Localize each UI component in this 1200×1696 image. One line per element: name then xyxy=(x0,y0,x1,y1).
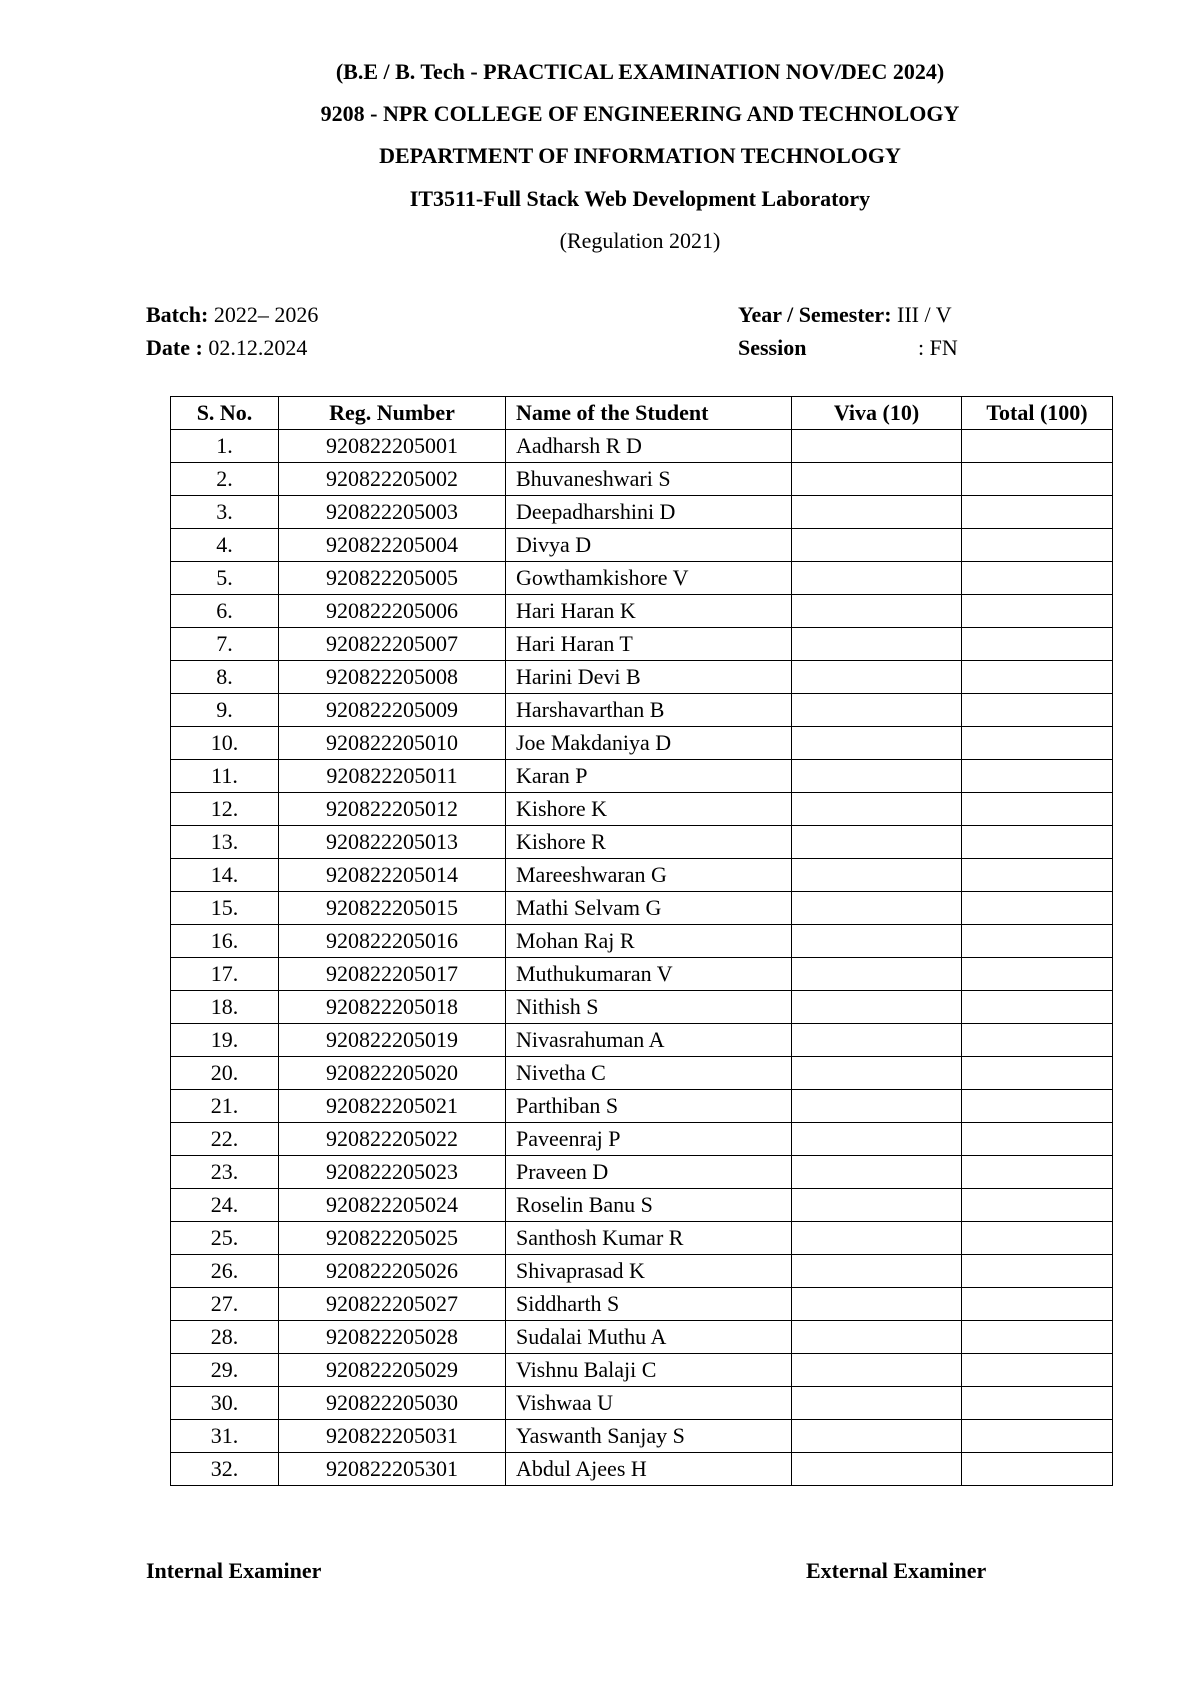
cell-reg-number: 920822205019 xyxy=(279,1024,506,1057)
regulation: (Regulation 2021) xyxy=(559,228,721,253)
cell-sno: 9. xyxy=(171,694,279,727)
cell-reg-number: 920822205003 xyxy=(279,496,506,529)
cell-viva-marks xyxy=(792,628,962,661)
cell-student-name: Siddharth S xyxy=(506,1288,792,1321)
cell-sno: 28. xyxy=(171,1321,279,1354)
table-row xyxy=(171,892,1113,925)
cell-reg-number: 920822205012 xyxy=(279,793,506,826)
cell-viva-marks xyxy=(792,1387,962,1420)
cell-viva-marks xyxy=(792,1189,962,1222)
cell-total-marks xyxy=(962,958,1113,991)
cell-viva-marks xyxy=(792,1024,962,1057)
cell-reg-number: 920822205011 xyxy=(279,760,506,793)
table-row xyxy=(171,529,1113,562)
cell-reg-number: 920822205301 xyxy=(279,1453,506,1486)
table-body xyxy=(171,430,1113,1486)
cell-sno: 22. xyxy=(171,1123,279,1156)
cell-viva-marks xyxy=(792,1090,962,1123)
cell-student-name: Joe Makdaniya D xyxy=(506,727,792,760)
cell-total-marks xyxy=(962,760,1113,793)
batch-info xyxy=(146,302,318,328)
year-semester-label: Year / Semester: xyxy=(738,302,892,327)
table-row xyxy=(171,1453,1113,1486)
column-header-reg-number: Reg. Number xyxy=(279,397,506,430)
session-info xyxy=(738,335,958,361)
date-info xyxy=(146,335,307,361)
cell-total-marks xyxy=(962,793,1113,826)
cell-total-marks xyxy=(962,628,1113,661)
cell-sno: 1. xyxy=(171,430,279,463)
cell-total-marks xyxy=(962,991,1113,1024)
table-row xyxy=(171,1387,1113,1420)
year-semester-info xyxy=(738,302,952,328)
cell-total-marks xyxy=(962,1321,1113,1354)
cell-reg-number: 920822205010 xyxy=(279,727,506,760)
session-label: Session xyxy=(738,335,807,360)
cell-sno: 7. xyxy=(171,628,279,661)
cell-total-marks xyxy=(962,1189,1113,1222)
cell-reg-number: 920822205029 xyxy=(279,1354,506,1387)
table-row xyxy=(171,1090,1113,1123)
cell-total-marks xyxy=(962,1024,1113,1057)
cell-student-name: Bhuvaneshwari S xyxy=(506,463,792,496)
cell-student-name: Sudalai Muthu A xyxy=(506,1321,792,1354)
cell-total-marks xyxy=(962,1255,1113,1288)
table-header-row xyxy=(171,397,1113,430)
cell-viva-marks xyxy=(792,826,962,859)
table-row xyxy=(171,694,1113,727)
cell-reg-number: 920822205006 xyxy=(279,595,506,628)
cell-reg-number: 920822205030 xyxy=(279,1387,506,1420)
cell-reg-number: 920822205031 xyxy=(279,1420,506,1453)
cell-total-marks xyxy=(962,529,1113,562)
cell-total-marks xyxy=(962,1090,1113,1123)
table-row xyxy=(171,760,1113,793)
cell-sno: 10. xyxy=(171,727,279,760)
cell-reg-number: 920822205001 xyxy=(279,430,506,463)
column-header-viva: Viva (10) xyxy=(792,397,962,430)
table-row xyxy=(171,1024,1113,1057)
cell-student-name: Hari Haran T xyxy=(506,628,792,661)
column-header-sno: S. No. xyxy=(171,397,279,430)
cell-student-name: Muthukumaran V xyxy=(506,958,792,991)
cell-viva-marks xyxy=(792,1420,962,1453)
cell-total-marks xyxy=(962,1420,1113,1453)
cell-student-name: Aadharsh R D xyxy=(506,430,792,463)
table-row xyxy=(171,826,1113,859)
session-value: : FN xyxy=(918,335,958,360)
cell-sno: 14. xyxy=(171,859,279,892)
cell-sno: 15. xyxy=(171,892,279,925)
cell-sno: 4. xyxy=(171,529,279,562)
cell-sno: 11. xyxy=(171,760,279,793)
cell-total-marks xyxy=(962,1123,1113,1156)
cell-student-name: Shivaprasad K xyxy=(506,1255,792,1288)
batch-label: Batch: xyxy=(146,302,209,327)
cell-total-marks xyxy=(962,859,1113,892)
cell-student-name: Deepadharshini D xyxy=(506,496,792,529)
table-row xyxy=(171,1420,1113,1453)
cell-sno: 16. xyxy=(171,925,279,958)
cell-reg-number: 920822205021 xyxy=(279,1090,506,1123)
table-row xyxy=(171,991,1113,1024)
cell-sno: 20. xyxy=(171,1057,279,1090)
cell-viva-marks xyxy=(792,1321,962,1354)
cell-reg-number: 920822205024 xyxy=(279,1189,506,1222)
cell-reg-number: 920822205009 xyxy=(279,694,506,727)
cell-student-name: Harshavarthan B xyxy=(506,694,792,727)
table-row xyxy=(171,1321,1113,1354)
cell-viva-marks xyxy=(792,1354,962,1387)
table-row xyxy=(171,859,1113,892)
cell-total-marks xyxy=(962,826,1113,859)
internal-examiner-label: Internal Examiner xyxy=(146,1558,322,1583)
table-row xyxy=(171,562,1113,595)
cell-total-marks xyxy=(962,595,1113,628)
cell-student-name: Yaswanth Sanjay S xyxy=(506,1420,792,1453)
cell-viva-marks xyxy=(792,991,962,1024)
cell-sno: 2. xyxy=(171,463,279,496)
cell-total-marks xyxy=(962,1222,1113,1255)
cell-student-name: Mathi Selvam G xyxy=(506,892,792,925)
table-row xyxy=(171,1057,1113,1090)
cell-reg-number: 920822205016 xyxy=(279,925,506,958)
cell-sno: 5. xyxy=(171,562,279,595)
date-value: 02.12.2024 xyxy=(208,335,308,360)
cell-sno: 18. xyxy=(171,991,279,1024)
table-row xyxy=(171,1189,1113,1222)
table-row xyxy=(171,463,1113,496)
cell-sno: 31. xyxy=(171,1420,279,1453)
cell-total-marks xyxy=(962,463,1113,496)
table-row xyxy=(171,1222,1113,1255)
cell-viva-marks xyxy=(792,1453,962,1486)
cell-viva-marks xyxy=(792,1156,962,1189)
cell-viva-marks xyxy=(792,793,962,826)
cell-total-marks xyxy=(962,727,1113,760)
cell-total-marks xyxy=(962,562,1113,595)
cell-sno: 8. xyxy=(171,661,279,694)
cell-total-marks xyxy=(962,1288,1113,1321)
cell-reg-number: 920822205028 xyxy=(279,1321,506,1354)
cell-total-marks xyxy=(962,1453,1113,1486)
cell-sno: 13. xyxy=(171,826,279,859)
cell-sno: 24. xyxy=(171,1189,279,1222)
table-row xyxy=(171,1354,1113,1387)
cell-viva-marks xyxy=(792,1123,962,1156)
cell-viva-marks xyxy=(792,529,962,562)
cell-reg-number: 920822205018 xyxy=(279,991,506,1024)
table-row xyxy=(171,925,1113,958)
cell-student-name: Mohan Raj R xyxy=(506,925,792,958)
cell-total-marks xyxy=(962,661,1113,694)
cell-viva-marks xyxy=(792,1057,962,1090)
date-label: Date : xyxy=(146,335,203,360)
cell-viva-marks xyxy=(792,859,962,892)
batch-value: 2022– 2026 xyxy=(213,302,319,327)
cell-total-marks xyxy=(962,1387,1113,1420)
cell-reg-number: 920822205017 xyxy=(279,958,506,991)
cell-total-marks xyxy=(962,925,1113,958)
exam-title: (B.E / B. Tech - PRACTICAL EXAMINATION NOV/DEC 2024) xyxy=(335,59,945,84)
cell-sno: 6. xyxy=(171,595,279,628)
table-row xyxy=(171,793,1113,826)
table-row xyxy=(171,496,1113,529)
cell-viva-marks xyxy=(792,760,962,793)
table-row xyxy=(171,727,1113,760)
cell-sno: 23. xyxy=(171,1156,279,1189)
cell-reg-number: 920822205014 xyxy=(279,859,506,892)
table-row xyxy=(171,628,1113,661)
cell-viva-marks xyxy=(792,694,962,727)
cell-reg-number: 920822205025 xyxy=(279,1222,506,1255)
cell-total-marks xyxy=(962,430,1113,463)
cell-sno: 30. xyxy=(171,1387,279,1420)
cell-total-marks xyxy=(962,1156,1113,1189)
cell-viva-marks xyxy=(792,1288,962,1321)
cell-sno: 19. xyxy=(171,1024,279,1057)
year-semester-value: III / V xyxy=(897,302,952,327)
cell-sno: 32. xyxy=(171,1453,279,1486)
cell-reg-number: 920822205007 xyxy=(279,628,506,661)
cell-viva-marks xyxy=(792,925,962,958)
cell-student-name: Parthiban S xyxy=(506,1090,792,1123)
cell-viva-marks xyxy=(792,595,962,628)
table-row xyxy=(171,1123,1113,1156)
cell-student-name: Nithish S xyxy=(506,991,792,1024)
cell-reg-number: 920822205005 xyxy=(279,562,506,595)
cell-viva-marks xyxy=(792,430,962,463)
column-header-total: Total (100) xyxy=(962,397,1113,430)
cell-sno: 17. xyxy=(171,958,279,991)
cell-total-marks xyxy=(962,1057,1113,1090)
cell-viva-marks xyxy=(792,892,962,925)
table-row xyxy=(171,661,1113,694)
column-header-student-name: Name of the Student xyxy=(506,397,792,430)
cell-sno: 26. xyxy=(171,1255,279,1288)
cell-sno: 12. xyxy=(171,793,279,826)
table-row xyxy=(171,1288,1113,1321)
external-examiner-label: External Examiner xyxy=(806,1558,987,1583)
cell-viva-marks xyxy=(792,661,962,694)
cell-sno: 27. xyxy=(171,1288,279,1321)
cell-reg-number: 920822205026 xyxy=(279,1255,506,1288)
cell-student-name: Santhosh Kumar R xyxy=(506,1222,792,1255)
cell-total-marks xyxy=(962,496,1113,529)
cell-student-name: Gowthamkishore V xyxy=(506,562,792,595)
cell-reg-number: 920822205023 xyxy=(279,1156,506,1189)
cell-reg-number: 920822205027 xyxy=(279,1288,506,1321)
cell-reg-number: 920822205020 xyxy=(279,1057,506,1090)
cell-student-name: Divya D xyxy=(506,529,792,562)
cell-sno: 21. xyxy=(171,1090,279,1123)
marks-table xyxy=(170,396,1113,1486)
cell-student-name: Vishwaa U xyxy=(506,1387,792,1420)
department-name: DEPARTMENT OF INFORMATION TECHNOLOGY xyxy=(379,143,901,168)
cell-student-name: Harini Devi B xyxy=(506,661,792,694)
cell-student-name: Mareeshwaran G xyxy=(506,859,792,892)
cell-viva-marks xyxy=(792,958,962,991)
cell-reg-number: 920822205008 xyxy=(279,661,506,694)
cell-viva-marks xyxy=(792,1222,962,1255)
cell-reg-number: 920822205013 xyxy=(279,826,506,859)
cell-reg-number: 920822205004 xyxy=(279,529,506,562)
cell-viva-marks xyxy=(792,562,962,595)
cell-student-name: Nivetha C xyxy=(506,1057,792,1090)
table-row xyxy=(171,958,1113,991)
table-row xyxy=(171,1255,1113,1288)
cell-student-name: Kishore R xyxy=(506,826,792,859)
cell-student-name: Praveen D xyxy=(506,1156,792,1189)
cell-sno: 25. xyxy=(171,1222,279,1255)
cell-total-marks xyxy=(962,694,1113,727)
cell-student-name: Karan P xyxy=(506,760,792,793)
cell-reg-number: 920822205002 xyxy=(279,463,506,496)
table-row xyxy=(171,595,1113,628)
table-row xyxy=(171,430,1113,463)
cell-student-name: Vishnu Balaji C xyxy=(506,1354,792,1387)
course-title: IT3511-Full Stack Web Development Laboratory xyxy=(409,186,871,211)
cell-student-name: Hari Haran K xyxy=(506,595,792,628)
cell-student-name: Paveenraj P xyxy=(506,1123,792,1156)
cell-reg-number: 920822205022 xyxy=(279,1123,506,1156)
cell-student-name: Kishore K xyxy=(506,793,792,826)
cell-reg-number: 920822205015 xyxy=(279,892,506,925)
cell-student-name: Nivasrahuman A xyxy=(506,1024,792,1057)
college-name: 9208 - NPR COLLEGE OF ENGINEERING AND TECHNOLOGY xyxy=(320,101,960,126)
cell-sno: 29. xyxy=(171,1354,279,1387)
cell-viva-marks xyxy=(792,463,962,496)
cell-student-name: Abdul Ajees H xyxy=(506,1453,792,1486)
cell-total-marks xyxy=(962,892,1113,925)
cell-sno: 3. xyxy=(171,496,279,529)
cell-viva-marks xyxy=(792,496,962,529)
cell-total-marks xyxy=(962,1354,1113,1387)
cell-viva-marks xyxy=(792,1255,962,1288)
cell-student-name: Roselin Banu S xyxy=(506,1189,792,1222)
cell-viva-marks xyxy=(792,727,962,760)
table-row xyxy=(171,1156,1113,1189)
